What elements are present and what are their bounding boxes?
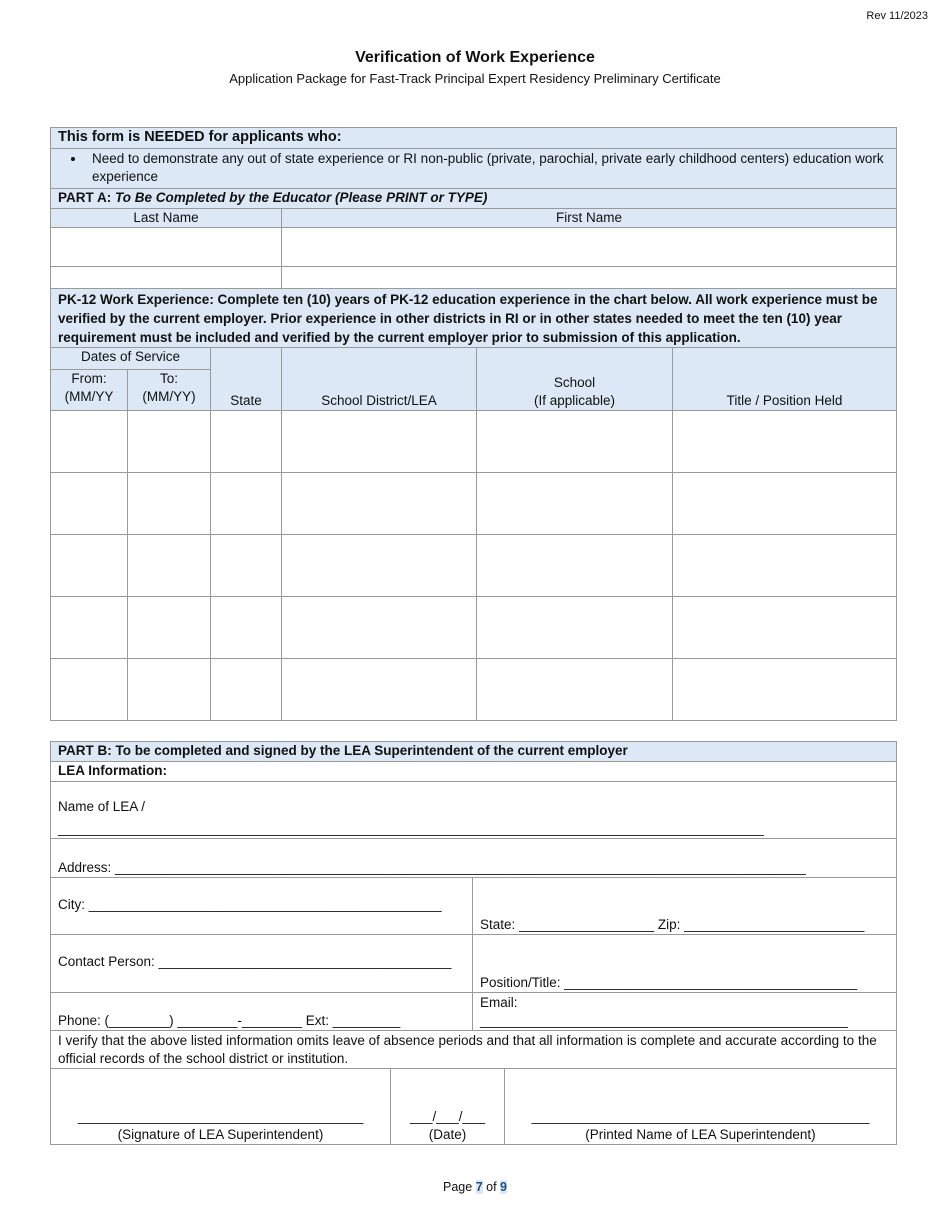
school-header-note: (If applicable): [533, 393, 616, 408]
district-cell[interactable]: [282, 535, 477, 597]
position-title-label: Position/Title: _______________________________________: [480, 975, 858, 990]
state-cell[interactable]: [211, 411, 282, 473]
table-row: [51, 473, 897, 535]
from-cell[interactable]: [51, 597, 128, 659]
signature-field[interactable]: [51, 1069, 391, 1145]
current-page: 7: [475, 1180, 483, 1194]
school-header-label: School: [553, 375, 596, 390]
to-header: [128, 370, 211, 411]
lea-name-field[interactable]: [51, 782, 897, 839]
part-a-table: [50, 127, 897, 721]
lea-name-label: Name of LEA /: [58, 799, 146, 814]
page-number: [0, 1180, 950, 1194]
district-cell[interactable]: [282, 473, 477, 535]
title-header: Title / Position Held: [673, 348, 897, 411]
email-field[interactable]: [473, 993, 897, 1031]
needed-heading: This form is NEEDED for applicants who:: [51, 128, 897, 149]
revision-label: Rev 11/2023: [866, 10, 928, 22]
date-field[interactable]: [391, 1069, 505, 1145]
title-cell[interactable]: [673, 411, 897, 473]
district-cell[interactable]: [282, 411, 477, 473]
school-header: [477, 348, 673, 411]
title-cell[interactable]: [673, 659, 897, 721]
phone-field[interactable]: [51, 993, 473, 1031]
position-title-field[interactable]: [473, 935, 897, 993]
address-label: Address: ____________________________________________________________________________________________: [58, 860, 806, 875]
signature-label: (Signature of LEA Superintendent): [117, 1127, 324, 1142]
school-cell[interactable]: [477, 473, 673, 535]
page-of: of: [486, 1180, 497, 1194]
printed-name-line: _____________________________________________: [531, 1109, 870, 1124]
to-cell[interactable]: [128, 597, 211, 659]
title-cell[interactable]: [673, 597, 897, 659]
page-subtitle: Application Package for Fast-Track Principal Expert Residency Preliminary Certificate: [229, 71, 721, 86]
part-a-instruction: To Be Completed by the Educator (Please PRINT or TYPE): [115, 190, 488, 205]
printed-name-field[interactable]: [505, 1069, 897, 1145]
date-label: (Date): [428, 1127, 467, 1142]
to-format: (MM/YY): [142, 389, 196, 404]
last-name-header: Last Name: [51, 209, 282, 228]
last-name-field[interactable]: [51, 228, 282, 267]
school-cell[interactable]: [477, 659, 673, 721]
school-cell[interactable]: [477, 535, 673, 597]
email-label: Email: _________________________________________________: [480, 995, 848, 1028]
lea-name-line: ______________________________________________________________________________________________: [58, 821, 764, 836]
total-pages: 9: [500, 1180, 507, 1194]
first-name-field-2[interactable]: [282, 267, 897, 289]
state-cell[interactable]: [211, 659, 282, 721]
signature-line: ______________________________________: [77, 1109, 364, 1124]
contact-person-field[interactable]: [51, 935, 473, 993]
state-zip-label: State: __________________ Zip: ________________________: [480, 917, 865, 932]
state-cell[interactable]: [211, 473, 282, 535]
date-line: ___/___/___: [409, 1109, 486, 1124]
state-cell[interactable]: [211, 597, 282, 659]
part-a-header: [51, 189, 897, 209]
from-format: (MM/YY: [64, 389, 114, 404]
table-row: [51, 535, 897, 597]
title-cell[interactable]: [673, 473, 897, 535]
part-b-table: [50, 741, 897, 1145]
table-row: [51, 659, 897, 721]
contact-person-label: Contact Person: _______________________________________: [58, 954, 452, 969]
first-name-field[interactable]: [282, 228, 897, 267]
from-cell[interactable]: [51, 473, 128, 535]
school-cell[interactable]: [477, 597, 673, 659]
city-label: City: _______________________________________________: [58, 897, 442, 912]
dates-of-service-header: Dates of Service: [51, 348, 211, 370]
school-cell[interactable]: [477, 411, 673, 473]
to-cell[interactable]: [128, 535, 211, 597]
city-field[interactable]: [51, 878, 473, 935]
part-b-header: PART B: To be completed and signed by the LEA Superintendent of the current employer: [51, 742, 897, 762]
phone-label: Phone: (________) ________-________ Ext: _________: [58, 1013, 401, 1028]
verification-statement: I verify that the above listed information omits leave of absence periods and that all information is complete and accurate according to the official records of the school district or institution.: [51, 1031, 897, 1069]
title-cell[interactable]: [673, 535, 897, 597]
state-cell[interactable]: [211, 535, 282, 597]
table-row: [51, 597, 897, 659]
lea-info-label: LEA Information:: [51, 762, 897, 782]
page-title: Verification of Work Experience: [355, 49, 595, 66]
needed-bullet: • Need to demonstrate any out of state experience or RI non-public (private, parochial, private early childhood centers) education work experience: [86, 150, 889, 186]
to-cell[interactable]: [128, 411, 211, 473]
state-zip-field[interactable]: [473, 878, 897, 935]
pk12-instructions: PK-12 Work Experience: Complete ten (10) years of PK-12 education experience in the chart below. All work experience must be verified by the current employer. Prior experience in other districts in RI or in other states needed to meet the ten (10) year requirement must be included and verified by the current employer prior to submission of this application.: [51, 289, 897, 348]
district-header: School District/LEA: [282, 348, 477, 411]
address-field[interactable]: [51, 839, 897, 878]
from-cell[interactable]: [51, 535, 128, 597]
part-a-label: PART A:: [58, 190, 112, 205]
from-cell[interactable]: [51, 659, 128, 721]
table-row: [51, 411, 897, 473]
printed-name-label: (Printed Name of LEA Superintendent): [585, 1127, 816, 1142]
first-name-header: First Name: [282, 209, 897, 228]
last-name-field-2[interactable]: [51, 267, 282, 289]
state-header: State: [211, 348, 282, 411]
to-cell[interactable]: [128, 473, 211, 535]
from-header: [51, 370, 128, 411]
to-label: To:: [159, 371, 178, 386]
district-cell[interactable]: [282, 659, 477, 721]
to-cell[interactable]: [128, 659, 211, 721]
district-cell[interactable]: [282, 597, 477, 659]
from-label: From:: [71, 371, 107, 386]
page-prefix: Page: [443, 1180, 473, 1194]
from-cell[interactable]: [51, 411, 128, 473]
